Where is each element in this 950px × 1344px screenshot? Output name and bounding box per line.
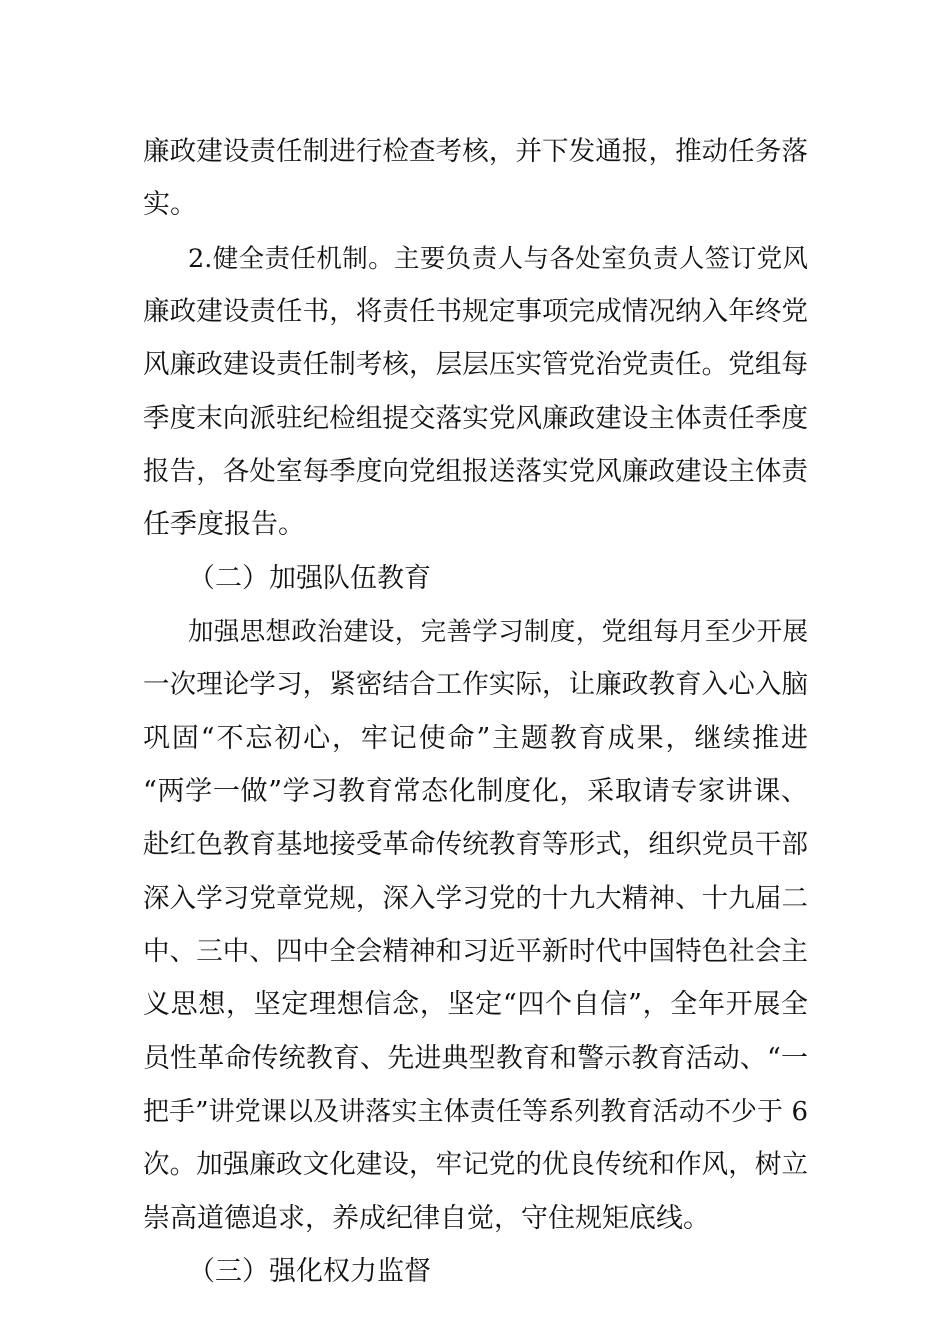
text-line: 次。加强廉政文化建设，牢记党的优良传统和作风，树立	[143, 1149, 808, 1180]
text-line: 加强思想政治建设，完善学习制度，党组每月至少开展	[188, 617, 808, 647]
text-line: 一次理论学习，紧密结合工作实际，让廉政教育入心入脑	[143, 669, 808, 700]
section-heading: （二）加强队伍教育	[188, 563, 431, 594]
text-line: 2.健全责任机制。主要负责人与各处室负责人签订党风	[188, 244, 808, 274]
text-line: 义思想，坚定理想信念，坚定“四个自信”，全年开展全	[143, 989, 808, 1020]
text-line: 季度末向派驻纪检组提交落实党风廉政建设主体责任季度	[143, 403, 808, 434]
text-line: 报告，各处室每季度向党组报送落实党风廉政建设主体责	[143, 456, 808, 487]
text-line: “两学一做”学习教育常态化制度化，采取请专家讲课、	[143, 776, 808, 807]
text-line: 崇高道德追求，养成纪律自觉，守住规矩底线。	[143, 1203, 710, 1234]
text-line: 把手”讲党课以及讲落实主体责任等系列教育活动不少于 6	[143, 1097, 808, 1127]
text-line: 任季度报告。	[143, 509, 305, 540]
text-line: 中、三中、四中全会精神和习近平新时代中国特色社会主	[143, 936, 808, 967]
text-line: 深入学习党章党规，深入学习党的十九大精神、十九届二	[143, 883, 808, 914]
text-line: 廉政建设责任制进行检查考核，并下发通报，推动任务落	[143, 136, 808, 167]
section-heading: （三）强化权力监督	[188, 1256, 431, 1287]
text-line: 廉政建设责任书，将责任书规定事项完成情况纳入年终党	[143, 296, 808, 327]
text-line: 风廉政建设责任制考核，层层压实管党治党责任。党组每	[143, 349, 808, 380]
text-line: 实。	[143, 189, 197, 220]
text-line: 员性革命传统教育、先进典型教育和警示教育活动、“一	[143, 1043, 808, 1074]
text-line: 赴红色教育基地接受革命传统教育等形式，组织党员干部	[143, 829, 808, 860]
text-line: 巩固“不忘初心，牢记使命”主题教育成果，继续推进	[143, 723, 808, 754]
